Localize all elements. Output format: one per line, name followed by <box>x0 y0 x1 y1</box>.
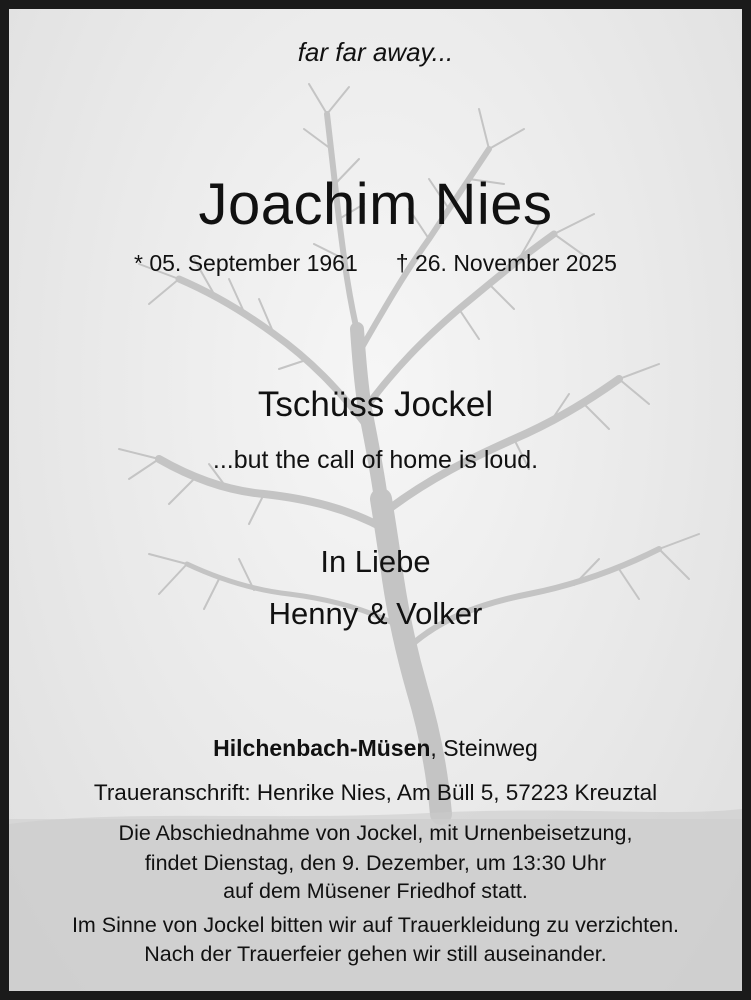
street-name: , Steinweg <box>430 735 538 761</box>
birth-date: * 05. September 1961 <box>134 250 358 276</box>
mourner-names: Henny & Volker <box>268 596 483 631</box>
love-line: In Liebe <box>320 544 431 579</box>
place-line <box>9 735 742 762</box>
deceased-name: Joachim Nies <box>198 172 553 237</box>
motto-text: far far away... <box>297 37 454 67</box>
farewell-heading: Tschüss Jockel <box>257 385 494 424</box>
request-line: Nach der Trauerfeier gehen wir still auseinander. <box>144 942 607 966</box>
ceremony-line: Die Abschiednahme von Jockel, mit Urnenbeisetzung, <box>118 821 633 845</box>
ceremony-line: findet Dienstag, den 9. Dezember, um 13:30 Uhr <box>144 851 607 875</box>
life-dates <box>9 250 742 277</box>
quote-text: ...but the call of home is loud. <box>212 446 539 474</box>
ceremony-line: auf dem Müsener Friedhof statt. <box>223 879 528 903</box>
mourning-address: Traueranschrift: Henrike Nies, Am Büll 5, 57223 Kreuztal <box>93 780 658 805</box>
town-name: Hilchenbach-Müsen <box>213 735 431 761</box>
death-date: † 26. November 2025 <box>395 250 617 276</box>
request-line: Im Sinne von Jockel bitten wir auf Trauerkleidung zu verzichten. <box>71 913 680 937</box>
